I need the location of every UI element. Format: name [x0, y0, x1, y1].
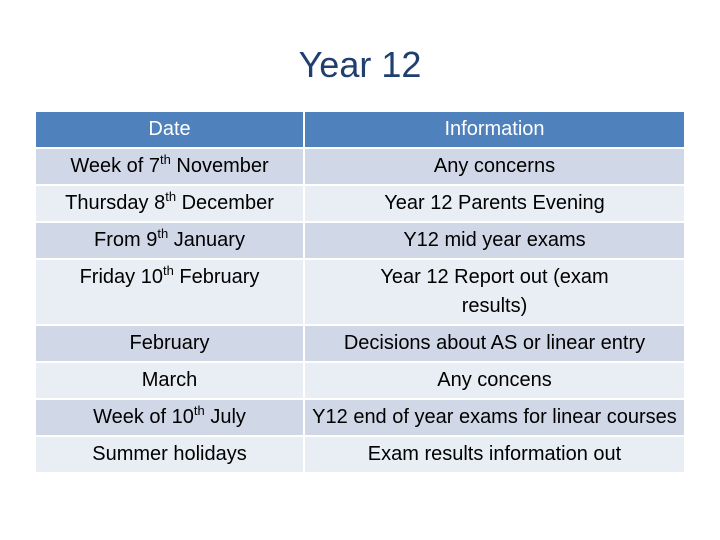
table-row: [36, 399, 684, 436]
schedule-table: [36, 112, 684, 472]
date-cell: Friday 10th February: [36, 259, 304, 325]
table-row: [36, 185, 684, 222]
date-cell: February: [36, 325, 304, 362]
info-cell: Any concens: [304, 362, 684, 399]
info-cell: Any concerns: [304, 148, 684, 185]
date-cell: From 9th January: [36, 222, 304, 259]
date-cell: Thursday 8th December: [36, 185, 304, 222]
info-cell: Decisions about AS or linear entry: [304, 325, 684, 362]
info-cell: Year 12 Parents Evening: [304, 185, 684, 222]
info-cell: Y12 mid year exams: [304, 222, 684, 259]
table-row: [36, 222, 684, 259]
table-row: [36, 436, 684, 472]
date-cell: March: [36, 362, 304, 399]
date-cell: Summer holidays: [36, 436, 304, 472]
info-cell: Y12 end of year exams for linear courses: [304, 399, 684, 436]
table-row: [36, 325, 684, 362]
header-date: Date: [36, 112, 304, 148]
slide-title: Year 12: [298, 44, 422, 85]
info-cell: Exam results information out: [304, 436, 684, 472]
table-row: [36, 148, 684, 185]
table-row: [36, 259, 684, 325]
date-cell: Week of 7th November: [36, 148, 304, 185]
date-cell: Week of 10th July: [36, 399, 304, 436]
table-header-row: [36, 112, 684, 148]
info-cell: Year 12 Report out (exam results): [304, 259, 684, 325]
table-row: [36, 362, 684, 399]
header-information: Information: [304, 112, 684, 148]
